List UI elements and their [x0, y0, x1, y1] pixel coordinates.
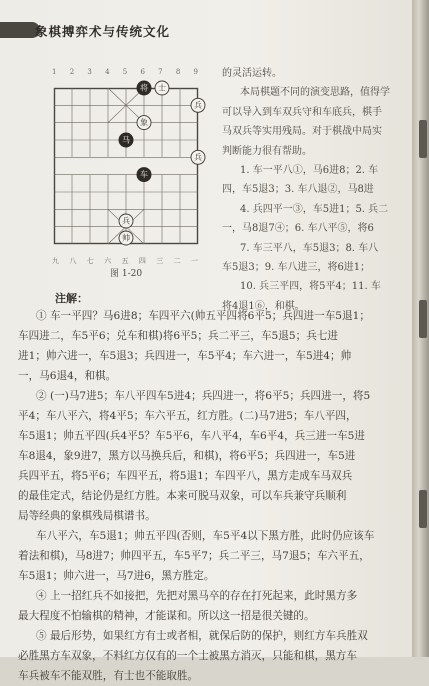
column-number: 4: [105, 68, 110, 76]
page-edge-tab: [419, 300, 427, 338]
column-number: 四: [138, 257, 146, 265]
note-line: 进1；帅六进一，车5退3；兵四进一，车5平4；车六进一，车5进4；帅: [18, 350, 352, 362]
note-line: 着法和棋)，马8进7；帅四平五，车5平7；兵二平三，马7退5；车六平五，: [18, 550, 370, 562]
piece: [191, 150, 205, 164]
note-line: 的最佳定式，结论仍是红方胜。本来可脱马双象，可以车兵兼守兵顺利: [18, 490, 347, 502]
note-line: ② (一)马7进5；车八平四车5进4；兵四进一，将6平5；兵四进一，将5: [36, 390, 371, 402]
text-line: 本局棋题不同的演变思路，值得学: [240, 87, 390, 99]
board-column-numbers-bottom: [52, 256, 198, 266]
note-line: 必胜黑方车双象，不料红方仅有的一个士被黑方消灭，只能和棋，黑方车: [18, 650, 357, 662]
column-number: 九: [52, 257, 59, 265]
xiangqi-board: [54, 83, 202, 244]
column-number: 六: [104, 257, 112, 265]
piece: [191, 98, 205, 112]
note-line: 车5退1；帅六进一，马7进6，黑方胜定。: [18, 570, 215, 582]
text-line: 马双兵等实用残局。对于棋战中局实: [222, 126, 382, 138]
text-line: 车5退3；9. 车八进三，将6进1；: [222, 262, 371, 274]
piece: [137, 116, 151, 130]
note-line: 最大程度不怕输棋的精神，才能谋和。所以这一招是很关键的。: [18, 610, 315, 622]
note-line: ④ 上一招红兵不如接把，先把对黑马卒的存在打死起来，此时黑方多: [36, 590, 358, 602]
piece: [137, 168, 151, 182]
note-line: 兵四平五，将5平6；车四平五，将5退1；车四平八，黑方走成车马双兵: [18, 470, 353, 482]
piece-label: 士: [158, 83, 166, 93]
note-line: 一，马6退4，和棋。: [18, 370, 117, 382]
text-line: 的灵活运转。: [222, 68, 282, 79]
note-line: 局等经典的象棋残局棋谱书。: [18, 510, 156, 522]
column-number: 3: [87, 68, 92, 76]
column-number: 二: [173, 257, 181, 265]
page-edge-tab: [419, 120, 427, 158]
header-title: 象棋搏弈术与传统文化: [35, 24, 171, 39]
page-edge-tab: [419, 490, 427, 528]
book-spine-edge: [412, 0, 429, 657]
piece-label: 马: [122, 135, 130, 145]
note-line: 车5退1；帅五平四(兵4平5？车5平6，车八平4，车6平4，兵三进一车5进: [18, 430, 365, 442]
text-line: 4. 兵四平一③，车5进1；5. 兵二: [240, 203, 389, 215]
note-line: 车四进二，车5平6；兑车和棋)将6平5；兵二平三，车5退5；兵七进: [18, 330, 339, 342]
note-line: 车兵被车不能双胜，有士也不能取胜。: [18, 670, 199, 682]
piece-label: 兵: [194, 100, 202, 110]
piece-label: 兵: [194, 152, 202, 162]
column-number: 三: [156, 257, 164, 265]
column-number: 2: [69, 68, 75, 76]
column-number: 五: [121, 257, 129, 265]
piece-label: 象: [140, 118, 148, 128]
note-line: 车8退4，象9进7，黑方以马换兵后，和棋)，将6平5；兵四进一，车5进: [18, 450, 356, 462]
column-number: 5: [122, 68, 128, 76]
piece: [137, 81, 151, 95]
text-line: 将4退1⑥，和棋。: [222, 300, 305, 312]
figure-caption: 图 1-20: [110, 269, 143, 279]
text-line: 10. 兵三平四，将5平4；11. 车: [240, 281, 381, 293]
column-number: 8: [175, 68, 181, 76]
note-line: ⑤ 最后形势，如果红方有士或者相，就保后防的保护，则红方车兵胜双: [36, 630, 368, 642]
text-line: 1. 车一平八①，马6进8；2. 车: [240, 165, 379, 177]
note-line: ① 车一平四？马6进8；车四平六(帅五平四将6平5；兵四进一车5退1；: [36, 310, 370, 322]
column-number: 6: [140, 68, 145, 76]
header-ornament: [0, 22, 40, 38]
column-number: 一: [191, 257, 198, 265]
note-line: 平4；车八平六，将4平5；车六平五，红方胜。(二)马7进5；车八平四，: [18, 410, 357, 422]
column-number: 9: [193, 68, 198, 76]
text-line: 判断能力很有帮助。: [222, 145, 312, 157]
piece: [155, 81, 169, 95]
text-line: 四，车5退3；3. 车八退②，马8进: [222, 184, 374, 196]
notes-heading: 注解：: [55, 292, 88, 305]
board-column-numbers-top: [52, 68, 198, 76]
piece-label: 帅: [122, 233, 130, 243]
board-diagram: [54, 83, 202, 244]
piece-label: 车: [140, 170, 148, 180]
running-header: [0, 16, 220, 46]
text-line: 一，马8退7④；6. 车八平⑤，将6: [222, 223, 374, 235]
column-number: 1: [52, 68, 57, 76]
piece: [119, 214, 133, 228]
text-line: 7. 车三平八，车5退3；8. 车八: [240, 242, 379, 254]
column-number: 八: [69, 257, 77, 265]
piece: [119, 133, 133, 147]
piece-label: 将: [140, 83, 148, 93]
piece: [119, 231, 133, 245]
text-line: 可以导入到车双兵守和车底兵，棋手: [222, 106, 382, 118]
column-number: 7: [158, 68, 163, 76]
piece-label: 兵: [122, 216, 130, 226]
notes-body: [18, 306, 402, 686]
note-line: 车八平六，车5退1；帅五平四(否则，车5平4以下黑方胜，此时仍应该车: [36, 530, 375, 542]
side-column-text: [222, 64, 406, 316]
column-number: 七: [86, 257, 94, 265]
